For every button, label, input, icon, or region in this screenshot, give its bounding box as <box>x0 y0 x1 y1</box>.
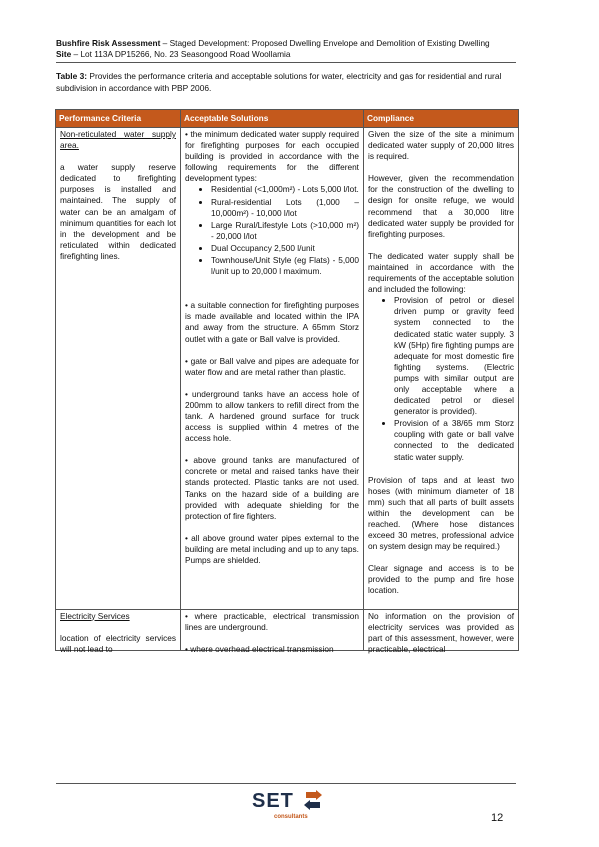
page-header <box>56 38 536 60</box>
cell-acceptable-solutions <box>181 609 364 654</box>
logo-wordmark: SET <box>252 790 294 812</box>
table-header-row <box>56 110 519 128</box>
table-caption <box>56 71 522 94</box>
solution-paragraph: • underground tanks have an access hole of 200mm to allow tankers to refill direct from the tank. A hardened ground surface for truck access is supplied within 4 metres of the access hole. <box>185 388 359 444</box>
list-item: • Large Rural/Lifestyle Lots (>10,000 m²) - 20,000 l/lot <box>211 220 359 242</box>
list-item: • Provision of petrol or diesel driven pump or gravity feed system connected to the dedicated static water supply. 3 kW (5Hp) fire fighting pumps are adequate for most domestic fire fighting systems. (Electric pumps with similar output are only acceptable where a dedicated petrol or diesel generator is provided). <box>394 295 514 417</box>
list-item: • Rural-residential Lots (1,000 – 10,000m²) - 10,000 l/lot <box>211 197 359 219</box>
compliance-paragraph: Given the size of the site a minimum dedicated water supply of 20,000 litres is required. <box>368 129 514 162</box>
solution-paragraph: • all above ground water pipes external to the building are metal including and up to any taps. Pumps are shielded. <box>185 532 359 565</box>
table-row-electricity <box>56 609 519 650</box>
list-item: • Provision of a 38/65 mm Storz coupling with gate or ball valve connected to the dedicated static water supply. <box>394 418 514 462</box>
solution-intro: • the minimum dedicated water supply required for firefighting purposes for each occupied building is provided in accordance with the following requirements for the different development types: <box>185 129 359 184</box>
footer-divider <box>56 783 516 784</box>
criteria-title: Non-reticulated water supply area. <box>60 129 176 151</box>
caption-label: Table 3: <box>56 71 88 81</box>
compliance-paragraph: Clear signage and access is to be provided to the pump and fire hose location. <box>368 563 514 596</box>
criteria-title: Electricity Services <box>60 610 130 621</box>
header-doc-subtitle: – Staged Development: Proposed Dwelling Envelope and Demolition of Existing Dwelling <box>160 38 490 48</box>
caption-text: Provides the performance criteria and acceptable solutions for water, electricity and gas for residential and rural subdivision in accordance with PBP 2006. <box>56 71 502 93</box>
compliance-paragraph: The dedicated water supply shall be maintained in accordance with the requirements of the acceptable solution and included the following: <box>368 250 514 295</box>
solution-paragraph: • where overhead electrical transmission <box>185 643 334 654</box>
col-header-performance-criteria: Performance Criteria <box>56 110 181 128</box>
cell-compliance <box>364 609 519 654</box>
solution-paragraph: • above ground tanks are manufactured of concrete or metal and raised tanks have their stands protected. Plastic tanks are not used. Tanks on the hazard side of a building are provided with adequate shielding for the protection of fire fighters. <box>185 455 359 521</box>
cell-compliance <box>364 128 519 610</box>
set-consultants-logo <box>252 790 332 830</box>
solution-paragraph: • where practicable, electrical transmission lines are underground. <box>185 610 359 632</box>
logo-arrows-icon <box>304 790 322 812</box>
header-line-1 <box>56 38 536 49</box>
header-site-address: – Lot 113A DP15266, No. 23 Seasongood Road Woollamia <box>71 49 291 59</box>
page-number: 12 <box>491 812 504 824</box>
header-divider <box>56 62 516 63</box>
list-item: • Townhouse/Unit Style (eg Flats) - 5,000 l/unit up to 20,000 l maximum. <box>211 255 359 277</box>
header-line-2 <box>56 49 536 60</box>
compliance-paragraph: No information on the provision of electricity services was provided as part of this assessment, however, were practicable, electrical <box>368 610 514 654</box>
compliance-paragraph: Provision of taps and at least two hoses (with minimum diameter of 18 mm) such that all parts of built assets within the development can be reached. (Where hose distances exceed 30 metres, professional advice on system design may be required.) <box>368 474 514 552</box>
cell-acceptable-solutions <box>181 128 364 610</box>
criteria-text: location of electricity services will not lead to <box>60 632 176 654</box>
cell-performance-criteria <box>56 609 181 654</box>
performance-criteria-table <box>55 109 519 654</box>
header-site-label: Site <box>56 49 72 59</box>
compliance-paragraph: However, given the recommendation for the construction of the dwelling to design for onsite refuge, we would recommend that a 30,000 litre dedicated water supply be provided for firefighting purposes. <box>368 173 514 239</box>
cell-performance-criteria <box>56 128 181 610</box>
compliance-bullet-list <box>368 295 514 462</box>
logo-subtitle: consultants <box>274 814 308 820</box>
col-header-compliance: Compliance <box>364 110 519 128</box>
solution-paragraph: • a suitable connection for firefighting purposes is made available and located within the IPA and away from the structure. A 65mm Storz outlet with a gate or Ball valve is provided. <box>185 300 359 344</box>
solution-paragraph: • gate or Ball valve and pipes are adequate for water flow and are metal rather than plastic. <box>185 355 359 377</box>
list-item: • Residential (<1,000m²) - Lots 5,000 l/lot. <box>211 184 359 195</box>
col-header-acceptable-solutions: Acceptable Solutions <box>181 110 364 128</box>
table-row-water-supply <box>56 128 519 610</box>
list-item: • Dual Occupancy 2,500 l/unit <box>211 243 359 254</box>
solution-bullet-list <box>185 184 359 277</box>
header-doc-title: Bushfire Risk Assessment <box>56 38 161 48</box>
criteria-text: a water supply reserve dedicated to firefighting purposes is installed and maintained. The supply of water can be an amalgam of minimum quantities for each lot in the development and be reticulated within dedicated firefighting lines. <box>60 162 176 261</box>
